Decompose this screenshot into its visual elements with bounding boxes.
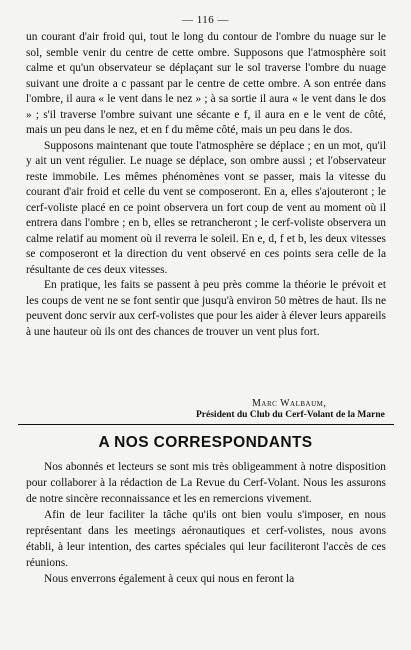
section-heading: A NOS CORRESPONDANTS (98, 434, 313, 451)
paragraph-special-cards: Afin de leur faciliter la tâche qu'ils ont bien voulu s'imposer, en nous représentant dans les meetings aéronautiques et cerf-volistes, nous avons établi, à leur intention, des cartes spéciales qui leur faciliteront l'accès de ces réunions. (26, 509, 386, 569)
page-number: — 116 — (181, 14, 230, 26)
paragraph-in-practice: En pratique, les faits se passent à peu près comme la théorie le prévoit et les coups de vent ne se font sentir que jusqu'à environ 50 mètres de haut. Ils ne peuvent donc servir aux cerf-volistes que pour les aider à élever leurs appareils à une hauteur où ils ont des chances de trouver un vent plus fort. (26, 279, 386, 338)
paragraph-continued: Nous enverrons également à ceux qui nous en feront la (44, 573, 295, 585)
section-divider (18, 424, 394, 425)
author-signature: Marc Walbaum, (252, 398, 327, 409)
paragraph-thanks: Nos abonnés et lecteurs se sont mis très obligeamment à notre disposition pour collaborer à la rédaction de La Revue du Cerf-Volant. Nous les assurons de notre sincère reconnaissance et les en remercions vivement. (26, 461, 386, 505)
paragraph-moving-atmosphere: Supposons maintenant que toute l'atmosphère se déplace ; en un mot, qu'il y ait un vent régulier. Le nuage se déplace, son ombre aussi ; et l'observateur reste immobile. Les mêmes phénomènes vont se passer, mais la vitesse du courant d'air froid et celle du vent se composeront. En a, elles s'ajouteront ; le cerf-voliste placé en ce point observera un fort coup de vent au moment où il entrera dans l'ombre ; en b, elles se retrancheront ; le cerf-voliste observera un calme relatif au moment où il reverra le soleil. En e, d, f et b, les deux vitesses se composeront et la direction du vent observé en ces points sera celle de la résultante de ces deux vitesses. (26, 139, 386, 276)
author-title: Président du Club du Cerf-Volant de la Marne (196, 410, 385, 420)
paragraph-shadow-wind: un courant d'air froid qui, tout le long du contour de l'ombre du nuage sur le sol, semble venir du centre de cette ombre. Supposons que l'atmosphère soit calme et qu'un observateur se déplaçant sur le sol traverse l'ombre du nuage suivant une droite a c passant par le centre de cette ombre. A son entrée dans l'ombre, il aura « le vent dans le nez » ; à sa sortie il aura « le vent dans le dos » ; s'il traverse l'ombre suivant une sécante e f, il aura en e le vent de côté, mais un peu dans le nez, et en f du même côté, mais un peu dans le dos. (26, 31, 386, 136)
article-body-correspondents (26, 459, 386, 587)
article-body-wind (26, 30, 386, 340)
